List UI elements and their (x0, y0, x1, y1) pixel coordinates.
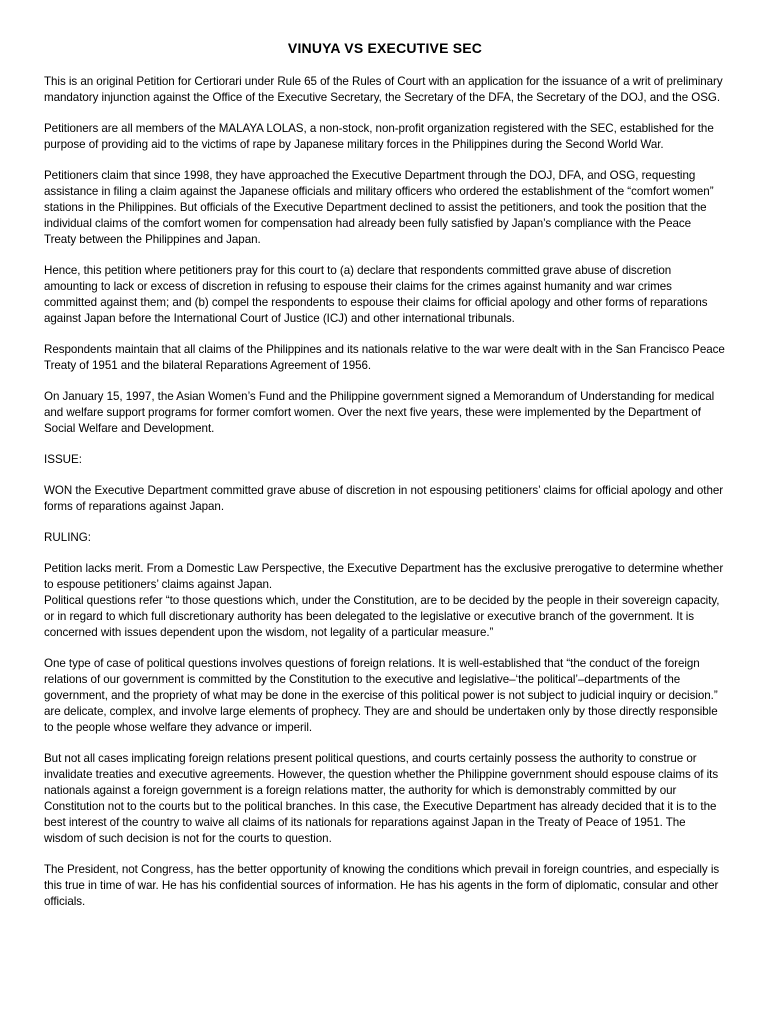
ruling-paragraph: Petition lacks merit. From a Domestic Law Perspective, the Executive Department has the exclusive prerogative to determine whether to espouse petitioners’ claims against Japan. (44, 562, 724, 591)
ruling-heading: RULING: (44, 531, 92, 544)
paragraph-memorandum: On January 15, 1997, the Asian Women’s Fund and the Philippine government signed a Memorandum of Understanding for medical and welfare support programs for former comfort women. Over the next five years, these were implemented by the Department of Social Welfare and Development. (44, 390, 715, 435)
issue-text: WON the Executive Department committed grave abuse of discretion in not espousing petitioners’ claims for official apology and other forms of reparations against Japan. (44, 484, 724, 513)
paragraph-petitioners: Petitioners are all members of the MALAYA LOLAS, a non-stock, non-profit organization registered with the SEC, established for the purpose of providing aid to the victims of rape by Japanese military forces in the Philippines during the Second World War. (44, 122, 714, 151)
paragraph-claim: Petitioners claim that since 1998, they have approached the Executive Department through the DOJ, DFA, and OSG, requesting assistance in filing a claim against the Japanese officials and military officers who ordered the establishment of the “comfort women” stations in the Philippines. But officials of the Executive Department declined to assist the petitioners, and took the position that the individual claims of the comfort women for compensation had already been fully satisfied by Japan’s compliance with the Peace Treaty between the Philippines and Japan. (44, 169, 714, 246)
ruling-paragraph: But not all cases implicating foreign relations present political questions, and courts certainly possess the authority to construe or invalidate treaties and executive agreements. However, the question whether the Philippine government should espouse claims of its nationals against a foreign government is a foreign relations matter, the authority for which is demonstrably committed by our Constitution not to the courts but to the political branches. In this case, the Executive Department has already decided that it is to the best interest of the country to waive all claims of its nationals for reparations against Japan in the Treaty of Peace of 1951. The wisdom of such decision is not for the courts to question. (44, 752, 719, 845)
ruling-paragraph: Political questions refer “to those questions which, under the Constitution, are to be decided by the people in their sovereign capacity, or in regard to which full discretionary authority has been delegated to the legislative or executive branch of the government. It is concerned with issues dependent upon the wisdom, not legality of a particular measure.” (44, 594, 720, 639)
paragraph-respondents: Respondents maintain that all claims of the Philippines and its nationals relative to the war were dealt with in the San Francisco Peace Treaty of 1951 and the bilateral Reparations Agreement of 1956. (44, 343, 725, 372)
issue-heading: ISSUE: (44, 453, 83, 466)
document-page (44, 40, 726, 925)
paragraph-prayer: Hence, this petition where petitioners pray for this court to (a) declare that respondents committed grave abuse of discretion amounting to lack or excess of discretion in refusing to espouse their claims for the crimes against humanity and war crimes committed against them; and (b) compel the respondents to espouse their claims for official apology and other forms of reparations against Japan before the International Court of Justice (ICJ) and other international tribunals. (44, 264, 708, 325)
document-title: VINUYA VS EXECUTIVE SEC (287, 40, 483, 56)
ruling-paragraph: One type of case of political questions involves questions of foreign relations. It is well-established that “the conduct of the foreign relations of our government is committed by the Constitution to the executive and legislative–‘the political’–departments of the government, and the propriety of what may be done in the exercise of this political power is not subject to judicial inquiry or decision.” are delicate, complex, and involve large elements of prophecy. They are and should be undertaken only by those directly responsible to the people whose welfare they advance or imperil. (44, 657, 718, 734)
ruling-paragraph: The President, not Congress, has the better opportunity of knowing the conditions which prevail in foreign countries, and especially is this true in time of war. He has his confidential sources of information. He has his agents in the form of diplomatic, consular and other officials. (44, 863, 720, 908)
paragraph-petition: This is an original Petition for Certiorari under Rule 65 of the Rules of Court with an application for the issuance of a writ of preliminary mandatory injunction against the Office of the Executive Secretary, the Secretary of the DFA, the Secretary of the DOJ, and the OSG. (44, 75, 723, 104)
